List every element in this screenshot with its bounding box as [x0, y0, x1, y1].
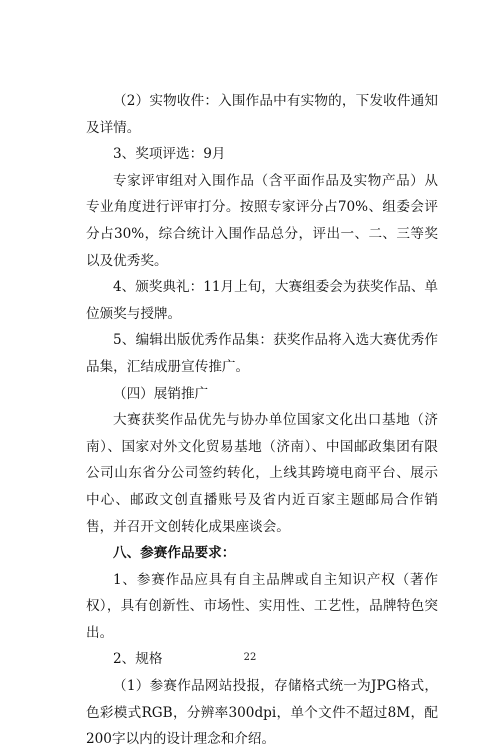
- page-number: 22: [243, 652, 257, 663]
- paragraph-specifications-title: 2、规格: [113, 651, 163, 668]
- paragraph-collection-publishing: 5、编辑出版优秀作品集：获奖作品将入选大赛优秀作品集，汇结成册宣传推广。: [86, 332, 438, 375]
- paragraph-ip-requirement: 1、参赛作品应具有自主品牌或自主知识产权（著作权），具有创新性、市场性、实用性、工艺性，品牌特色突出。: [86, 571, 438, 641]
- paragraph-file-format: （1）参赛作品网站投报，存储格式统一为JPG格式，色彩模式RGB，分辨率300dpi，单个文件不超过8M，配200字以内的设计理念和介绍。: [86, 678, 438, 748]
- paragraph-award-ceremony: 4、颁奖典礼：11月上旬，大赛组委会为获奖作品、单位颁奖与授牌。: [86, 279, 439, 322]
- paragraph-sales-promotion: 大赛获奖作品优先与协办单位国家文化出口基地（济南）、国家对外文化贸易基地（济南）、中国邮政集团有限公司山东省分公司签约转化，上线其跨境电商平台、展示中心、邮政文创直播账号及省内近百家主题邮局合作销售，并召开文创转化成果座谈会。: [86, 412, 438, 535]
- section-heading-entry-requirements: 八、参赛作品要求：: [113, 545, 236, 562]
- paragraph-expert-review: 专家评审组对入围作品（含平面作品及实物产品）从专业角度进行评审打分。按照专家评分占70%、组委会评分占30%，综合统计入围作品总分，评出一、二、三等奖以及优秀奖。: [86, 172, 438, 269]
- paragraph-sales-promotion-title: （四）展销推广: [113, 385, 209, 402]
- paragraph-physical-collection: （2）实物收件：入围作品中有实物的，下发收件通知及详情。: [86, 93, 438, 136]
- paragraph-award-selection: 3、奖项评选：9月: [113, 146, 226, 163]
